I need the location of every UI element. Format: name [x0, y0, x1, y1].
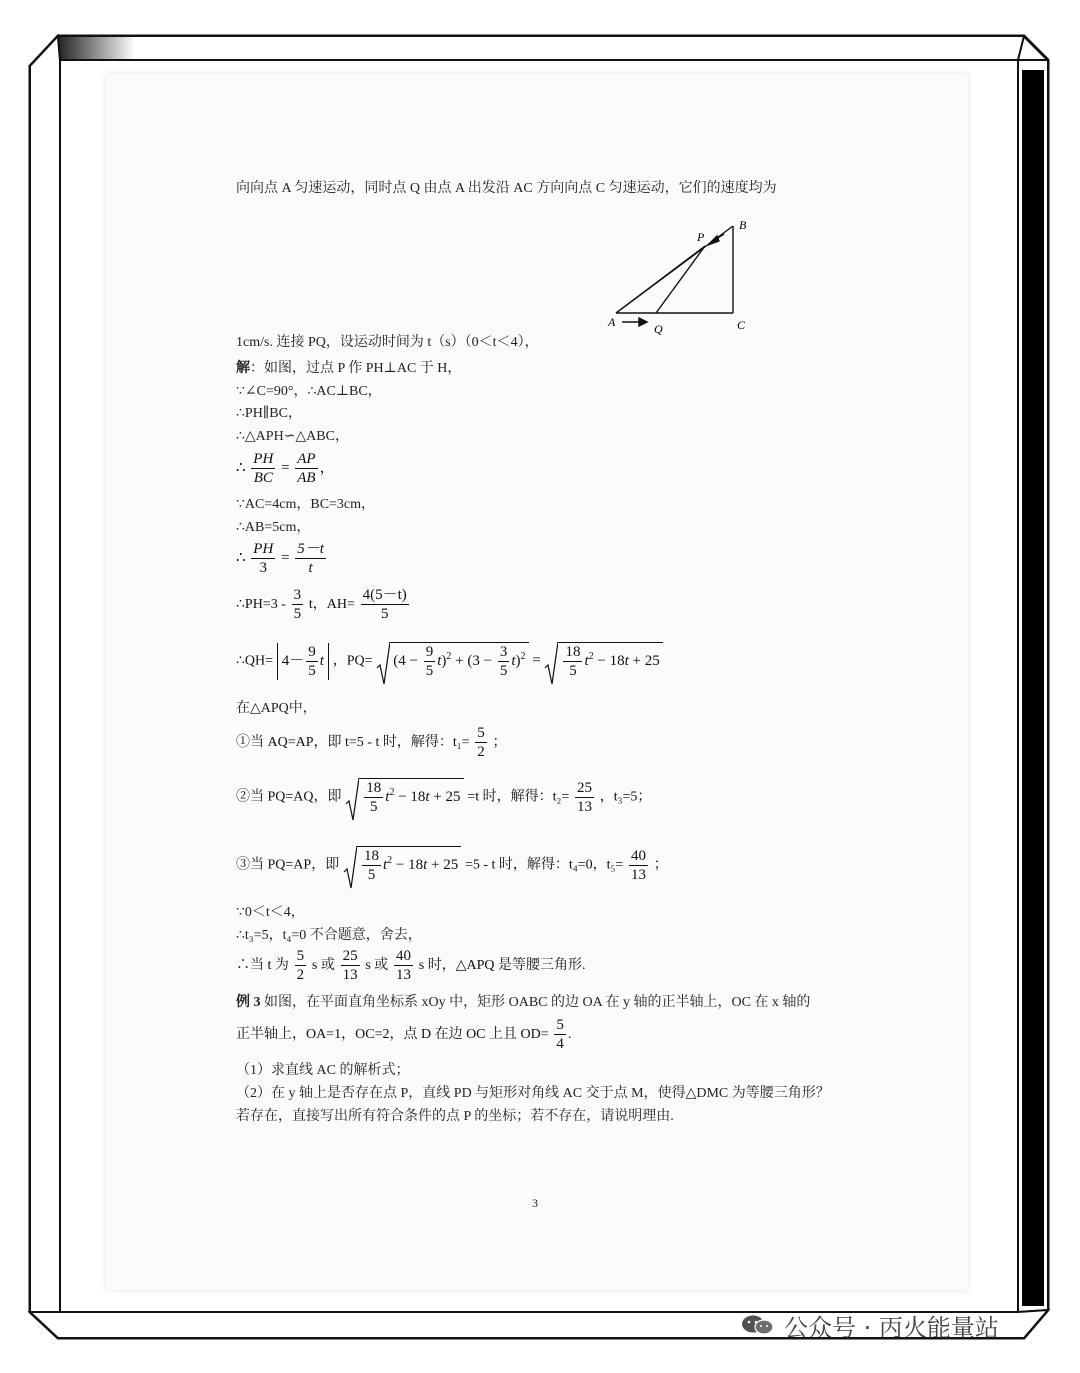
page-number: 3 [532, 1196, 538, 1210]
solution-text: ：如图，过点 P 作 PH⊥AC 于 H， [250, 361, 462, 376]
watermark [740, 1308, 999, 1343]
fraction: $\frac{5-t}{t}$ [297, 541, 324, 576]
fraction: $\frac{25}{13}$ [577, 779, 592, 815]
fraction: $\frac{PH}{3}$ [253, 541, 274, 576]
wechat-icon [740, 1314, 776, 1336]
text-line: 在△APQ中， [236, 701, 317, 716]
fraction: $\frac{AP}{AB}$ [297, 451, 316, 486]
text-line: 向向点 A 匀速运动，同时点 Q 由点 A 出发沿 AC 方向向点 C 匀速运动，它们的速度均为 [236, 181, 777, 196]
square-root: $\frac{18}{5}$ $t^2 - 18t + 25$ [544, 642, 662, 680]
conclusion: ∴当 t 为 $\frac{5}{2}$ s 或 $\frac{25}{13}$ s 或 $\frac{40}{13}$ s 时，△APQ 是等腰三角形. [236, 948, 586, 983]
fraction: $\frac{3}{5}$ [293, 587, 302, 622]
text-line: ∵AC=4cm，BC=3cm， [236, 497, 376, 512]
case-3: ③当 PQ=AP，即 $\frac{18}{5}$ $t^2 - 18t + 25 =5 - t$ 时，解得：t₄=0，t₅= $\frac{40}{13}$ ； [236, 846, 668, 884]
question-1: （1）求直线 AC 的解析式； [236, 1063, 410, 1078]
fraction: $\frac{PH}{BC}$ [253, 451, 274, 486]
question-2-cont: 若存在，直接写出所有符合条件的点 P 的坐标；若不存在，请说明理由. [236, 1109, 674, 1124]
text-line: ∴t₃=5，t₄=0 不合题意，舍去， [236, 928, 422, 943]
text-line: ∴AB=5cm， [236, 520, 311, 535]
solution-line [236, 360, 461, 378]
label-c: C [737, 318, 746, 332]
label-b: B [739, 218, 747, 232]
fraction: $\frac{5}{2}$ [477, 725, 485, 760]
text-line: ∵∠C=90°，∴AC⊥BC， [236, 384, 382, 399]
text-line: ∵0＜t＜4， [236, 905, 305, 920]
example-line-2: 正半轴上，OA=1，OC=2，点 D 在边 OC 上且 OD= $\frac{5}{4}$ . [236, 1017, 572, 1052]
equation-qh-pq: ∴QH= 4－ $\frac{9}{5}$ t ，PQ= (4 − $\frac{9}{5}$ t)$^2$ + (3 − $\frac{3}{5}$ t)$^2$ = $\frac{18}{5}$ $t^2 - 18t + 25$ [236, 642, 663, 680]
absolute-value: 4－ $\frac{9}{5}$ t [277, 643, 329, 680]
fraction: $\frac{4(5-t)}{5}$ [362, 587, 407, 622]
square-root: $\frac{18}{5}$ $t^2 - 18t + 25$ [345, 778, 463, 816]
case-1: ①当 AQ=AP，即 t=5 - t 时，解得：t₁= $\frac{5}{2}$ ； [236, 725, 507, 760]
square-root: $\frac{18}{5}$ $t^2 - 18t + 25$ [343, 846, 461, 884]
example-heading [236, 994, 810, 1012]
label-q: Q [654, 322, 663, 336]
fraction: $\frac{40}{13}$ [396, 948, 412, 983]
triangle-figure [600, 212, 760, 338]
square-root: (4 − $\frac{9}{5}$ t)$^2$ + (3 − $\frac{3}{5}$ t)$^2$ [376, 642, 528, 680]
watermark-text: 公众号 · 丙火能量站 [784, 1314, 999, 1342]
question-2: （2）在 y 轴上是否存在点 P，直线 PD 与矩形对角线 AC 交于点 M，使得△DMC 为等腰三角形？ [236, 1086, 830, 1101]
equation-ph: ∴PH=3 - $\frac{3}{5}$ t，AH= $\frac{4(5-t)}{5}$ [236, 587, 407, 622]
fraction: $\frac{25}{13}$ [342, 948, 358, 983]
case-2: ②当 PQ=AQ，即 $\frac{18}{5}$ $t^2 - 18t + 25 =t$ 时，解得：t₂= $\frac{25}{13}$ ，t₃=5； [236, 778, 651, 816]
example-text: 如图，在平面直角坐标系 xOy 中，矩形 OABC 的边 OA 在 y 轴的正半轴上，OC 在 x 轴的 [260, 995, 811, 1010]
fraction: $\frac{40}{13}$ [631, 847, 647, 883]
equation-ratio-2: ∴ $\frac{PH}{3}$ = $\frac{5-t}{t}$ [236, 541, 324, 576]
label-p: P [697, 230, 705, 244]
label-a: A [608, 315, 616, 329]
text-line: ∴△APH∽△ABC， [236, 429, 349, 444]
fraction: $\frac{5}{4}$ [556, 1017, 564, 1052]
equation-ratio: ∴ $\frac{PH}{BC}$ = $\frac{AP}{AB}$ ， [236, 451, 335, 486]
fraction: $\frac{9}{5}$ [308, 643, 316, 679]
example-label: 例 3 [236, 995, 261, 1010]
text-line: ∴PH∥BC， [236, 406, 302, 421]
text-line: 1cm/s. 连接 PQ，设运动时间为 t（s）（0＜t＜4）， [236, 335, 539, 350]
fraction: $\frac{5}{2}$ [296, 948, 305, 983]
solution-label: 解 [236, 361, 250, 376]
